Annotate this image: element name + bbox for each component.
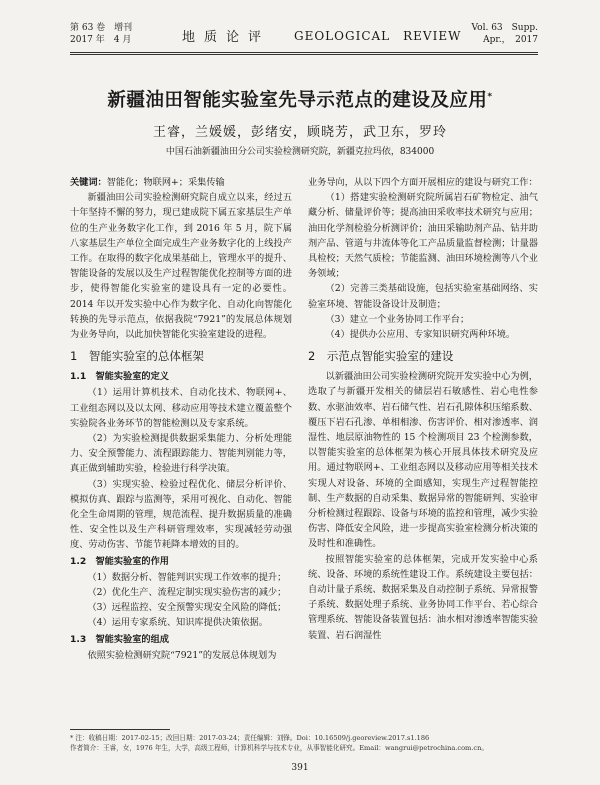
volume-en: Vol. 63 Supp. [471,23,538,33]
left-column [70,175,292,663]
section-2-paragraph-1: 以新疆油田公司实验检测研究院开发实验中心为例，选取了与新疆开发相关的储层岩石敏感性、岩心电性参数、水驱油效率、岩石储气性、岩石孔隙体积压缩系数、覆压下岩石孔渗、单相相渗、伤害评价、相对渗透率、润湿性、地层原油物性的 15 个检测项目 23 个检测参数，以智能实验室的总体框架为核心开展具体技术研究及应用。通过物联网+、工业组态网以及移动应用等相关技术实现人对设备、环境的全面感知，实现生产过程智能控制、生产数据的自动采集、数据异常的智能研判、实验审分析检测过程跟踪、设备与环境的监控和管理，减少实验伤害、降低安全风险，进一步提高实验室检测分析决策的及时性和准确性。 [308,371,538,550]
footnote-rule [70,729,170,730]
composition-item-1: （1）搭建实验检测研究院所属岩石矿物检定、油气藏分析、储量评价等；提高油田采收率技术研究与应用；油田化学剂检验分析测评价；油田采输助剂产品、钻井助剂产品、管道与井流体等化工产品质量监督检测；计量器具检校；天然气质检；节能监测、油田环境检测等八个业务领域； [308,192,538,280]
section-2-heading: 2 示范点智能实验室的建设 [308,349,454,364]
keywords-text: 智能化；物联网+；采集传输 [106,177,225,188]
header-right [472,22,539,46]
keywords-label: 关键词： [70,177,107,188]
header-rule-2 [70,54,538,55]
role-item-1: （1）数据分析、智能判识实现工作效率的提升； [87,571,287,583]
footnote [70,733,538,753]
definition-item-3: （3）实现实验、检验过程优化、储层分析评价、模拟仿真、跟踪与监测等，采用可视化、自动化、智能化全生命周期的管理，规范流程、提升数据质量的准确性、安全性以及生产科研管理效率，实现减轻劳动强度、劳动伤害、节能节耗降本增效的目的。 [70,478,292,551]
date-cn: 2017 年 4 月 [70,35,132,45]
subsection-1-2-heading: 1.2 智能实验室的作用 [70,555,169,567]
definition-item-1: （1）运用计算机技术、自动化技术、物联网+、工业组态网以及以太网、移动应用等技术建立覆盖整个实验院各业务环节的智能检测以及专家系统。 [70,387,292,429]
composition-item-4: （4）提供办公应用、专家知识研究两种环境。 [325,329,516,341]
footnote-author-bio: 作者简介：王睿，女，1976 年生，大学，高级工程师，计算机科学与技术专业，从事智能化研究。Email：wangrui@petrochina.com.cn。 [70,744,488,752]
volume-cn: 第 63 卷 增刊 [70,23,133,33]
running-header [70,22,538,50]
title-footnote-mark: * [487,91,493,102]
date-en: Apr.， 2017 [483,35,538,45]
intro-paragraph: 新疆油田公司实验检测研究院自成立以来，经过五十年坚持不懈的努力，现已建成院下属五家基层生产单位的生产业务数字化工作，到 2016 年 5 月，院下属八家基层生产单位全面完成生产业务数字化的上线投产工作。在取得的数字化成果基础上，管理水平的提升、智能设备的发展以及生产过程智能优化控制等方面的进步，使得智能化实验室的建设具有一定的必要性。2014 年以开发实验中心作为数字化、自动化向智能化转换的先导示范点，依据我院“7921”的发展总体规划为业务导向，以此加快智能化实验室建设的进程。 [70,192,292,341]
header-rule [70,52,538,53]
keywords [70,175,292,190]
page-number: 391 [291,763,309,773]
role-item-3: （3）远程监控、安全预警实现安全风险的降低； [87,602,287,614]
article-title [0,86,600,112]
right-column [308,175,538,643]
journal-title-cn: 地质论评 [182,30,271,45]
footnote-received: * 注：收稿日期：2017-02-15；改回日期：2017-03-24；责任编辑：刘锋。Doi：10.16509/j.georeview.2017.s1.186 [70,734,430,742]
header-left [70,22,132,46]
composition-paragraph: 依照实验检测研究院“7921”的发展总体规划为 [87,649,277,661]
subsection-1-3-heading: 1.3 智能实验室的组成 [70,633,169,645]
section-1-heading: 1 智能实验室的总体框架 [70,349,204,364]
definition-item-2: （2）为实验检测提供数据采集能力、分析处理能力、安全预警能力、流程跟踪能力、智能判别能力等，真正做到辅助实验，检验进行科学决策。 [70,433,292,475]
author-list: 王睿，兰媛媛，彭绪安，顾晓芳，武卫东，罗玲 [152,125,447,140]
role-item-4: （4）运用专家系统、知识库提供决策依据。 [87,617,268,629]
article-title-text: 新疆油田智能实验室先导示范点的建设及应用 [107,90,488,111]
composition-item-2: （2）完善三类基础设施，包括实验室基础网络、实验室环境、智能设备设计及制造； [308,283,538,310]
affiliation: 中国石油新疆油田分公司实验检测研究院，新疆克拉玛依，834000 [165,147,435,157]
composition-continued: 业务导向，从以下四个方面开展相应的建设与研究工作： [308,177,538,188]
subsection-1-1-heading: 1.1 智能实验室的定义 [70,371,169,383]
section-2-paragraph-2: 按照智能实验室的总体框架，完成开发实验中心系统、设备、环境的系统性建设工作。系统建设主要包括：自动计量子系统、数据采集及自动控制子系统、异常报警子系统、数据处理子系统、业务协同工作平台、若心综合管理系统、智能设备装置包括：油水相对渗透率智能实验装置、岩石润湿性 [308,553,538,641]
role-item-2: （2）优化生产、流程定制实现实验伤害的减少； [87,587,287,599]
composition-item-3: （3）建立一个业务协同工作平台； [325,313,470,325]
journal-title-en: GEOLOGICAL REVIEW [294,29,462,43]
